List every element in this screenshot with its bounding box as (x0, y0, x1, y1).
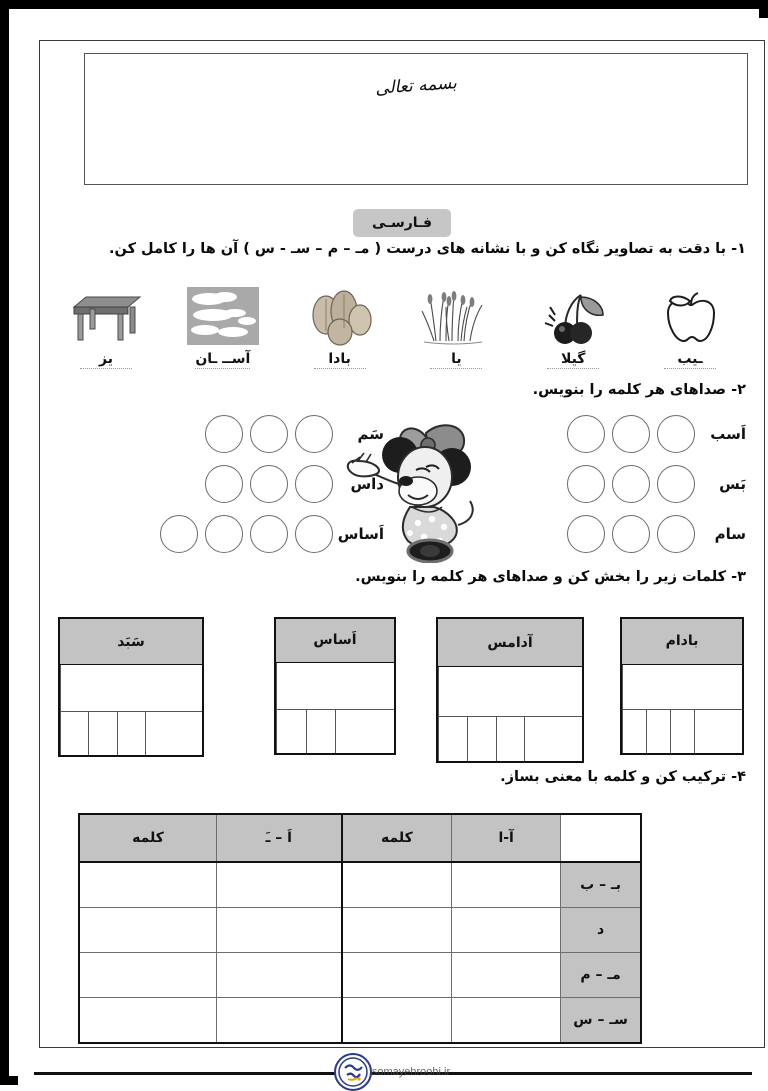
answer-cell[interactable] (452, 862, 561, 908)
table-icon (52, 285, 160, 347)
sound-row (160, 413, 384, 455)
question-2-prompt: ۲- صداهای هر کلمه را بنویس. (532, 382, 746, 398)
sound-cell[interactable] (174, 712, 202, 755)
sound-cell[interactable] (646, 710, 670, 753)
syllable-table-word: اَساس (276, 619, 394, 663)
answer-cell[interactable] (79, 862, 216, 908)
answer-cell[interactable] (452, 998, 561, 1044)
sound-cell[interactable] (335, 710, 365, 753)
picture-label: یز (80, 351, 132, 369)
sound-cells-row (276, 710, 394, 753)
sound-cell[interactable] (467, 717, 496, 761)
syllable-table-word: سَبَد (60, 619, 202, 665)
syllable-cells-row (438, 667, 582, 717)
answer-cell[interactable] (342, 953, 452, 998)
answer-cell[interactable] (342, 908, 452, 953)
sound-circle[interactable] (205, 515, 243, 553)
question-3-area (52, 617, 744, 761)
sound-row (160, 513, 384, 555)
subject-badge: فـارسـی (353, 209, 451, 237)
sound-cell[interactable] (438, 717, 467, 761)
picture-label: آســ ـان (195, 351, 251, 367)
sound-circle[interactable] (295, 465, 333, 503)
syllable-cells-row (276, 663, 394, 711)
sound-row (567, 413, 746, 455)
answer-cell[interactable] (342, 862, 452, 908)
table-header-row (79, 814, 641, 862)
sound-word: سام (714, 525, 746, 543)
sound-circle[interactable] (657, 515, 695, 553)
grass-icon (402, 285, 510, 347)
sound-row (567, 513, 746, 555)
question-2-area (52, 413, 746, 563)
syllable-cell[interactable] (622, 665, 682, 710)
answer-cell[interactable] (79, 998, 216, 1044)
header-cell-fatha: اَ – ـَ (216, 814, 341, 862)
sound-circle[interactable] (612, 515, 650, 553)
picture-item (519, 269, 627, 369)
table-row (79, 998, 641, 1044)
row-label-m: مـ – م (561, 953, 641, 998)
sound-circle[interactable] (612, 415, 650, 453)
syllable-table (58, 617, 204, 757)
sound-cell[interactable] (718, 710, 742, 753)
table-row (79, 908, 641, 953)
syllable-cell[interactable] (474, 667, 582, 716)
cherries-icon (519, 285, 627, 347)
sound-group-right (567, 413, 746, 555)
question-1-prompt: ۱- با دقت به تصاویر نگاه کن و با نشانه های درست ( مـ – م – سـ - س ) آن ها را کامل کن. (109, 241, 746, 257)
picture-item (402, 269, 510, 369)
sound-word: اَسب (710, 425, 746, 443)
table-row (79, 862, 641, 908)
question-4-table (78, 813, 642, 1044)
sound-word: داس (350, 475, 384, 493)
sound-cell[interactable] (306, 710, 336, 753)
sound-cell[interactable] (496, 717, 525, 761)
sound-cells-row (60, 712, 202, 755)
picture-label: گیلا (547, 351, 599, 369)
sound-circle[interactable] (205, 465, 243, 503)
sound-row (567, 463, 746, 505)
answer-cell[interactable] (79, 908, 216, 953)
sound-cell[interactable] (365, 710, 395, 753)
sound-cell[interactable] (145, 712, 173, 755)
answer-cell[interactable] (216, 953, 341, 998)
almonds-icon (286, 285, 394, 347)
picture-item (636, 269, 744, 369)
syllable-cell[interactable] (682, 665, 742, 710)
sound-row (160, 463, 384, 505)
sound-cell[interactable] (524, 717, 553, 761)
bismillah-text: بسمه تعالی (374, 73, 458, 99)
sky-clouds-icon (169, 285, 277, 347)
picture-item (52, 269, 160, 369)
sound-cell[interactable] (553, 717, 582, 761)
syllable-table-word: بادام (622, 619, 742, 665)
sound-cell[interactable] (622, 710, 646, 753)
sound-circle[interactable] (250, 465, 288, 503)
sound-circle[interactable] (657, 415, 695, 453)
sound-circle[interactable] (612, 465, 650, 503)
header-cell-word-2: کلمه (79, 814, 216, 862)
sound-circle[interactable] (250, 415, 288, 453)
answer-cell[interactable] (79, 953, 216, 998)
page-margin (18, 18, 768, 1085)
syllable-cells-row (60, 665, 202, 712)
table-row (79, 953, 641, 998)
question-3-prompt: ۳- کلمات زیر را بخش کن و صداهای هر کلمه را بنویس. (355, 569, 746, 585)
sound-word: اَساس (337, 525, 384, 543)
sound-circle[interactable] (160, 515, 198, 553)
sound-cell[interactable] (60, 712, 88, 755)
syllable-cell[interactable] (60, 665, 149, 711)
picture-item (169, 269, 277, 369)
answer-cell[interactable] (452, 908, 561, 953)
sound-circle[interactable] (295, 415, 333, 453)
picture-label: بادا (314, 351, 366, 369)
sound-circle[interactable] (567, 465, 605, 503)
row-label-s: سـ – س (561, 998, 641, 1044)
syllable-cell[interactable] (276, 663, 306, 710)
answer-cell[interactable] (452, 953, 561, 998)
header-box (84, 53, 748, 185)
question-4-prompt: ۴- ترکیب کن و کلمه با معنی بساز. (500, 769, 746, 785)
sound-circle[interactable] (295, 515, 333, 553)
syllable-table (274, 617, 396, 755)
sound-circle[interactable] (250, 515, 288, 553)
syllable-table (436, 617, 584, 763)
sound-circle[interactable] (657, 465, 695, 503)
answer-cell[interactable] (216, 998, 341, 1044)
somayeh-roohi-logo (334, 1053, 372, 1091)
sound-cells-row (622, 710, 742, 753)
syllable-table-word: آدامس (438, 619, 582, 667)
footer-website[interactable]: somayehroohi.ir (371, 1066, 451, 1078)
sound-word: بَس (719, 475, 746, 493)
sound-cell[interactable] (88, 712, 116, 755)
question-1-picture-row (52, 269, 744, 369)
syllable-cells-row (622, 665, 742, 711)
syllable-cell[interactable] (149, 665, 202, 711)
answer-cell[interactable] (216, 862, 341, 908)
sound-word: سَم (357, 425, 384, 443)
sound-circle[interactable] (567, 515, 605, 553)
picture-label: ـیب (664, 351, 716, 369)
sound-group-left (160, 413, 384, 555)
syllable-table (620, 617, 744, 755)
sound-circle[interactable] (567, 415, 605, 453)
picture-label: یا (430, 351, 482, 369)
header-cell-aa: آ-ا (452, 814, 561, 862)
answer-cell[interactable] (216, 908, 341, 953)
syllable-cell[interactable] (306, 663, 395, 710)
worksheet-page (39, 40, 765, 1048)
apple-icon (636, 285, 744, 347)
row-label-d: د (561, 908, 641, 953)
sound-cell[interactable] (117, 712, 145, 755)
sound-cell[interactable] (694, 710, 718, 753)
header-cell-word-1: کلمه (342, 814, 452, 862)
sound-cell[interactable] (670, 710, 694, 753)
syllable-cell[interactable] (438, 667, 474, 716)
sound-circle[interactable] (205, 415, 243, 453)
sound-cell[interactable] (276, 710, 306, 753)
sound-cells-row (438, 717, 582, 761)
answer-cell[interactable] (342, 998, 452, 1044)
header-blank-cell (561, 814, 641, 862)
row-label-b: بـ – ب (561, 862, 641, 908)
picture-item (286, 269, 394, 369)
